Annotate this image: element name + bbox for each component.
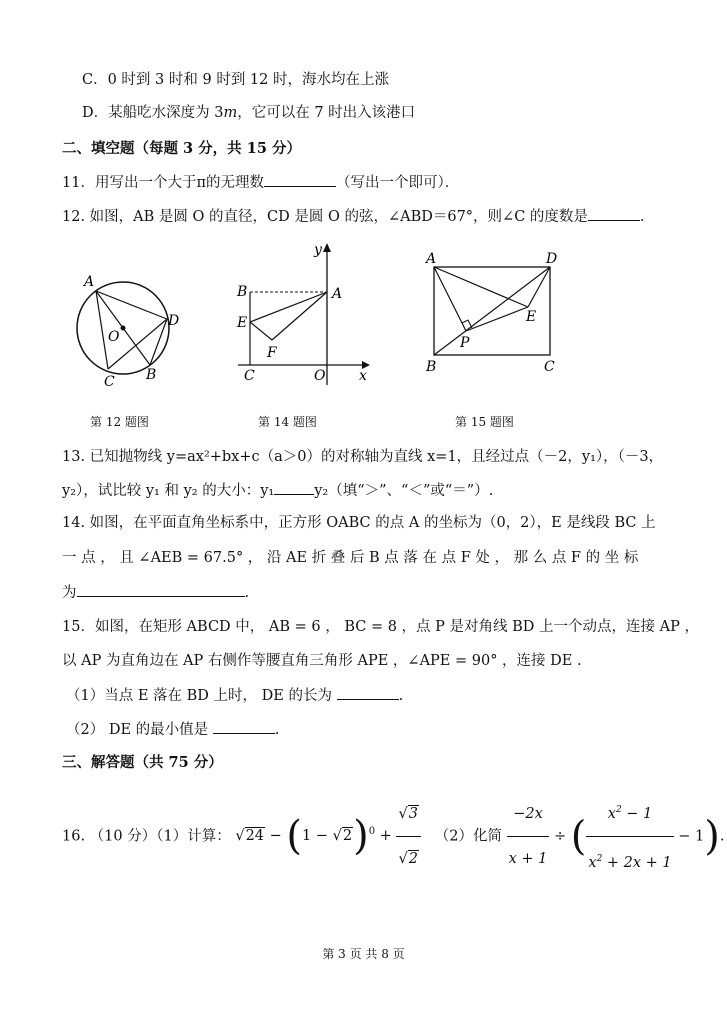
option-c: C．0 时到 3 时和 9 时到 12 时，海水均在上涨: [82, 72, 389, 88]
figure-12-caption: 第 12 题图: [90, 415, 149, 429]
fig14-label-e: E: [237, 315, 248, 331]
fig12-label-d: D: [168, 313, 180, 329]
question-15-line2: 以 AP 为直角边在 AP 右侧作等腰直角三角形 APE ，∠APE = 90° ，连接 DE .: [62, 653, 582, 669]
fig12-label-o: O: [108, 329, 120, 345]
question-14-line2: 一 点 ， 且 ∠AEB = 67.5° ， 沿 AE 折 叠 后 B 点 落 在 点 F 处 ， 那 么 点 F 的 坐 标: [62, 550, 639, 566]
figure-12: [70, 265, 190, 395]
section3-title: 三、解答题（共 75 分）: [62, 754, 223, 771]
figure-14: [232, 240, 372, 385]
fig15-label-d: D: [546, 251, 558, 267]
question-13-line1: 13. 已知抛物线 y=ax²+bx+c（a＞0）的对称轴为直线 x=1，且经过点（－2，y₁），（－3，: [62, 449, 664, 465]
fig14-label-c: C: [244, 368, 255, 384]
question-15-line1: 15．如图，在矩形 ABCD 中， AB = 6 ， BC = 8 ，点 P 是对角线 BD 上一个动点，连接 AP ，: [62, 619, 699, 635]
figure-15-caption: 第 15 题图: [455, 415, 514, 429]
question-15-sub1: （1）当点 E 落在 BD 上时， DE 的长为 .: [66, 685, 687, 706]
fig14-label-f: F: [267, 345, 277, 361]
fig14-label-x: x: [359, 368, 367, 384]
question-12: 12. 如图，AB 是圆 O 的直径，CD 是圆 O 的弦，∠ABD＝67°，则∠C 的度数是 .: [62, 206, 687, 227]
fig12-label-c: C: [104, 374, 115, 390]
fig14-label-b: B: [237, 284, 248, 300]
page-footer: 第 3 页 共 8 页: [322, 947, 405, 961]
fig15-label-a: A: [426, 251, 437, 267]
question-14-line3: 为 .: [62, 582, 687, 603]
question-15-sub2: （2） DE 的最小值是 .: [66, 719, 687, 740]
fig15-label-e: E: [526, 309, 537, 325]
fig15-label-c: C: [544, 359, 555, 375]
fig12-label-b: B: [146, 367, 157, 383]
question-11: 11．用写出一个大于π的无理数 （写出一个即可）．: [62, 172, 687, 193]
question-14-line1: 14. 如图，在平面直角坐标系中，正方形 OABC 的点 A 的坐标为（0，2），E 是线段 BC 上: [62, 515, 656, 531]
fig14-label-y: y: [314, 242, 322, 258]
fig15-label-p: P: [460, 335, 470, 351]
fig14-label-o: O: [314, 368, 326, 384]
fig15-label-b: B: [426, 359, 437, 375]
question-13-line2: y₂），试比较 y₁ 和 y₂ 的大小：y₁ y₂（填“＞”、“＜”或“＝”）.: [62, 480, 687, 501]
question-16: 16. （10 分）（1）计算： $√24 - (1 - √2)^0$ + $\frac{√3}{√2}$ （2）化简 $\frac{-2x}{x + 1}$ ÷ ( $\frac{x^2 - 1}{x^2 + 2x + 1}$ − 1).: [62, 788, 687, 885]
figure-15: [420, 250, 570, 380]
figure-14-caption: 第 14 题图: [258, 415, 317, 429]
fig14-label-a: A: [332, 286, 343, 302]
option-d: D．某船吃水深度为 3m，它可以在 7 时出入该港口: [82, 105, 416, 121]
fig12-label-a: A: [84, 274, 95, 290]
section2-title: 二、填空题（每题 3 分，共 15 分）: [62, 140, 301, 157]
